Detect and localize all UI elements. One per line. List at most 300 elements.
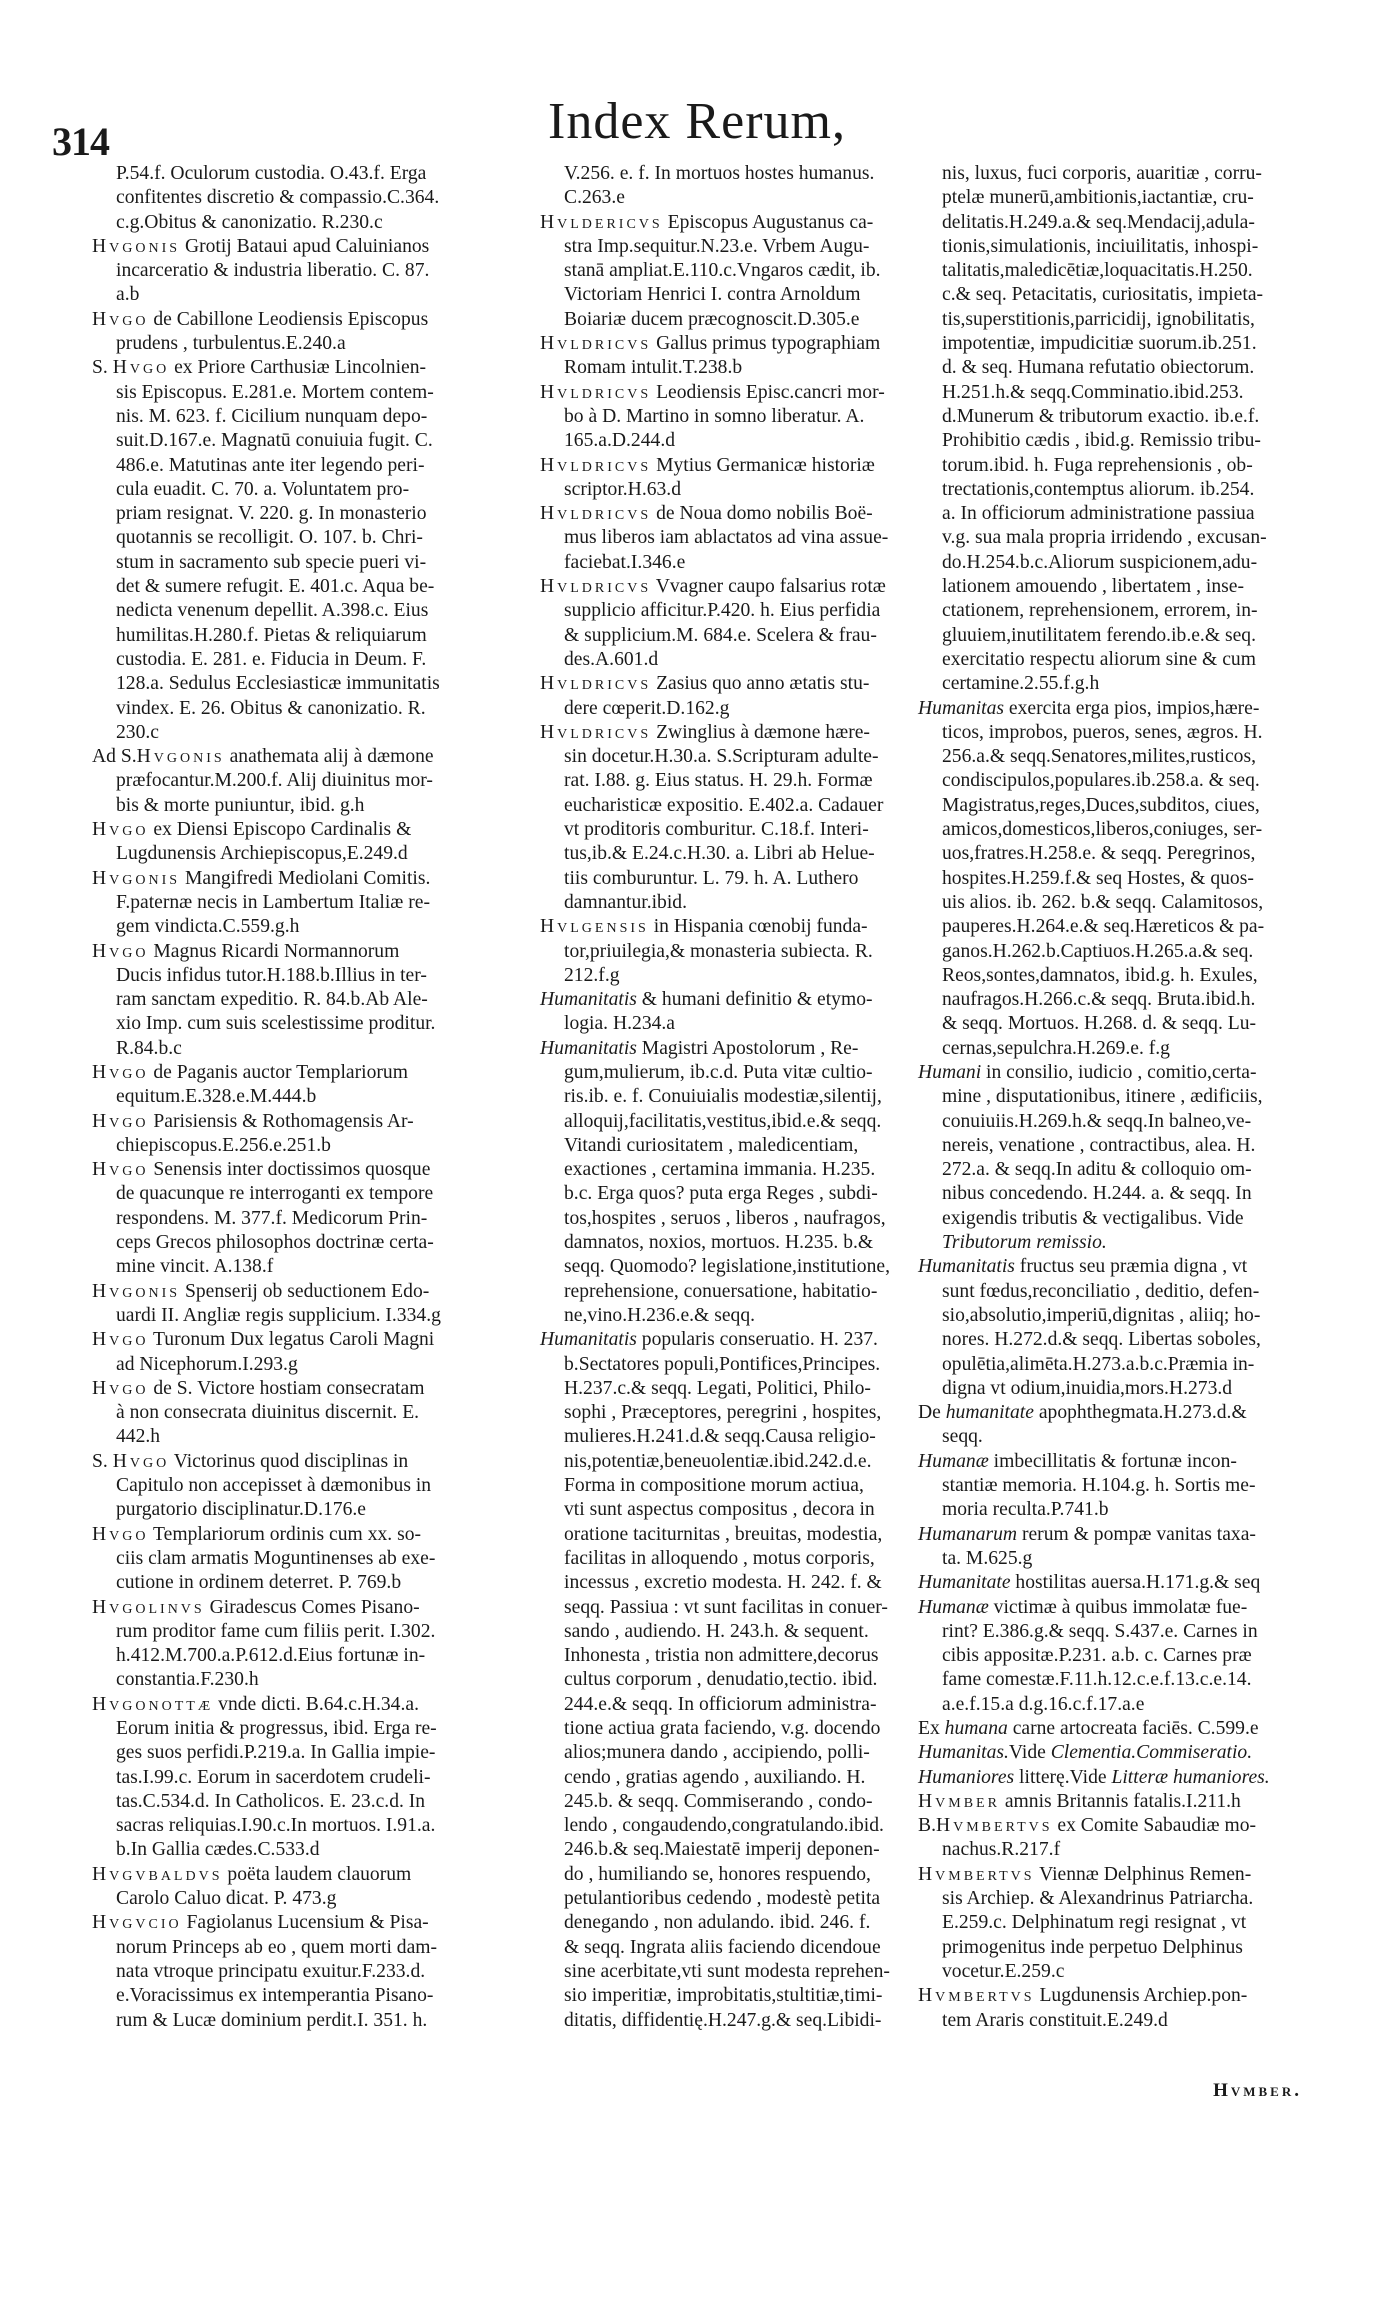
index-entry-continuation xyxy=(540,1182,916,1206)
index-entry-continuation xyxy=(918,891,1324,915)
entry-text: c.g.Obitus & canonizatio. R.230.c xyxy=(116,211,383,233)
entry-text: F.paternæ necis in Lambertum Italiæ re- xyxy=(116,891,431,913)
entry-text: impotentiæ, impudicitiæ suorum.ib.251. xyxy=(942,333,1257,355)
entry-headword: Hvgonis xyxy=(136,746,225,768)
index-entry-continuation xyxy=(918,842,1324,866)
index-entry-continuation xyxy=(92,1037,442,1061)
index-entry-continuation xyxy=(92,1571,442,1595)
index-entry-continuation xyxy=(918,429,1324,453)
entry-text: ditatis, diffidentię.H.247.g.& seq.Libidi- xyxy=(564,2009,882,2031)
index-entry-continuation xyxy=(540,891,916,915)
entry-text: popularis conseruatio. H. 237. xyxy=(636,1329,878,1351)
index-entry-continuation xyxy=(918,478,1324,502)
entry-text: cendo , gratias agendo , auxiliando. H. xyxy=(564,1766,866,1788)
index-entry-headword-line xyxy=(918,1984,1324,2008)
entry-text: sine acerbitate,vti sunt modesta reprehen- xyxy=(564,1960,890,1982)
entry-text: digna vt odium,inuidia,mors.H.273.d xyxy=(942,1377,1233,1399)
index-entry-headword-line xyxy=(918,1814,1324,1838)
index-entry-continuation xyxy=(918,1425,1324,1449)
entry-prefix: De xyxy=(918,1402,946,1424)
index-entry-continuation xyxy=(92,551,442,575)
index-entry-headword-line xyxy=(918,697,1324,721)
index-entry-continuation xyxy=(92,162,442,186)
entry-text: Forma in compositione morum actiua, xyxy=(564,1475,864,1497)
index-entry-continuation xyxy=(540,1304,916,1328)
index-entry-continuation xyxy=(918,1498,1324,1522)
entry-text: sunt fœdus,reconciliatio , deditio, defen- xyxy=(942,1280,1260,1302)
entry-text: poëta laudem clauorum xyxy=(222,1863,412,1885)
index-entry-continuation xyxy=(540,1863,916,1887)
entry-text: præfocantur.M.200.f. Alij diuinitus mor- xyxy=(116,770,433,792)
index-entry-continuation xyxy=(918,1353,1324,1377)
entry-text: constantia.F.230.h xyxy=(116,1669,259,1691)
entry-headword: Hvgo xyxy=(92,1523,149,1545)
entry-text: sacras reliquias.I.90.c.In mortuos. I.91.a. xyxy=(116,1815,436,1837)
index-entry-continuation xyxy=(92,283,442,307)
index-entry-continuation xyxy=(540,1838,916,1862)
entry-headword-italic: humanitate xyxy=(945,1402,1034,1424)
index-entry-headword-line xyxy=(92,1596,442,1620)
index-entry-continuation xyxy=(92,1255,442,1279)
entry-text: seqq. Quomodo? legislatione,institutione, xyxy=(564,1256,890,1278)
index-entry-headword-line xyxy=(92,1377,442,1401)
entry-text: do , humiliando se, honores respuendo, xyxy=(564,1863,871,1885)
entry-headword-italic: Humani xyxy=(918,1061,982,1083)
entry-headword: Hvgo xyxy=(92,819,149,841)
entry-text: 256.a.& seqq.Senatores,milites,rusticos, xyxy=(942,746,1256,768)
entry-text: pauperes.H.264.e.& seq.Hæreticos & pa- xyxy=(942,916,1265,938)
index-entry-headword-line xyxy=(92,745,442,769)
index-entry-continuation xyxy=(540,1450,916,1474)
index-entry-continuation xyxy=(918,186,1324,210)
entry-headword: Hvldricvs xyxy=(540,454,652,476)
index-entry-continuation xyxy=(540,1571,916,1595)
index-entry-continuation xyxy=(918,1911,1324,1935)
entry-text: sio imperitiæ, improbitatis,stultitiæ,timi- xyxy=(564,1985,883,2007)
entry-text: dere cœperit.D.162.g xyxy=(564,697,730,719)
entry-text: uardi II. Angliæ regis supplicium. I.334.g xyxy=(116,1304,441,1326)
entry-text: Viennæ Delphinus Remen- xyxy=(1034,1863,1252,1885)
index-entry-continuation xyxy=(540,1085,916,1109)
index-entry-continuation xyxy=(918,818,1324,842)
index-entry-continuation xyxy=(92,964,442,988)
index-entry-continuation xyxy=(918,502,1324,526)
index-entry-continuation xyxy=(540,356,916,380)
entry-text: & supplicium.M. 684.e. Scelera & frau- xyxy=(564,624,877,646)
entry-text: H.251.h.& seqq.Comminatio.ibid.253. xyxy=(942,381,1244,403)
index-entry-headword-line xyxy=(92,1693,442,1717)
entry-text: ad Nicephorum.I.293.g xyxy=(116,1353,298,1375)
entry-text: nis. M. 623. f. Cicilium nunquam depo- xyxy=(116,405,428,427)
index-entry-headword-line xyxy=(918,1255,1324,1279)
running-title: Index Rerum, xyxy=(548,93,846,150)
index-entry-continuation xyxy=(540,697,916,721)
index-entry-continuation xyxy=(918,1620,1324,1644)
index-entry-continuation xyxy=(540,940,916,964)
entry-text: supplicio afficitur.P.420. h. Eius perfidia xyxy=(564,600,881,622)
entry-text: priam resignat. V. 220. g. In monasterio xyxy=(116,503,427,525)
index-entry-continuation xyxy=(918,1037,1324,1061)
index-entry-continuation xyxy=(540,1547,916,1571)
entry-text: vt proditoris comburitur. C.18.f. Interi- xyxy=(564,819,869,841)
index-entry-continuation xyxy=(540,964,916,988)
entry-text: 246.b.& seq.Maiestatē imperij deponen- xyxy=(564,1839,880,1861)
entry-cross-reference: Litteræ humaniores. xyxy=(1111,1766,1270,1788)
index-entry-continuation xyxy=(92,1984,442,2008)
entry-text: damnantur.ibid. xyxy=(564,891,687,913)
entry-text: 442.h xyxy=(116,1426,161,1448)
index-entry-continuation xyxy=(92,1814,442,1838)
entry-text: b.c. Erga quos? puta erga Reges , subdi- xyxy=(564,1183,878,1205)
entry-text: de Noua domo nobilis Boë- xyxy=(651,503,873,525)
entry-text: rum proditor fame cum filiis perit. I.302. xyxy=(116,1620,436,1642)
entry-text: mine , disputationibus, itinere , ædificiis, xyxy=(942,1086,1263,1108)
index-entry-continuation xyxy=(918,1280,1324,1304)
index-column-left xyxy=(92,162,442,2033)
index-entry-continuation xyxy=(918,405,1324,429)
index-entry-continuation xyxy=(918,1474,1324,1498)
entry-text: de Paganis auctor Templariorum xyxy=(148,1061,408,1083)
entry-text: Lugdunensis Archiepiscopus,E.249.d xyxy=(116,843,408,865)
index-entry-continuation xyxy=(540,769,916,793)
entry-headword-italic: Humanarum xyxy=(918,1523,1018,1545)
entry-text: exactiones , certamina immania. H.235. xyxy=(564,1159,876,1181)
index-entry-continuation xyxy=(918,1328,1324,1352)
index-entry-continuation xyxy=(540,1911,916,1935)
entry-headword: Hvldericvs xyxy=(540,211,663,233)
entry-text: Eorum initia & progressus, ibid. Erga re- xyxy=(116,1718,437,1739)
entry-text: cula euadit. C. 70. a. Voluntatem pro- xyxy=(116,478,410,500)
entry-text: P.54.f. Oculorum custodia. O.43.f. Erga xyxy=(116,163,427,184)
entry-text: petulantioribus cedendo , modestè petita xyxy=(564,1888,881,1910)
entry-text: Magistri Apostolorum , Re- xyxy=(636,1037,859,1059)
entry-headword: Hvgo xyxy=(92,1110,149,1132)
entry-text: & seqq. Mortuos. H.268. d. & seqq. Lu- xyxy=(942,1013,1257,1035)
entry-text: E.259.c. Delphinatum regi resignat , vt xyxy=(942,1912,1247,1934)
entry-text: Zasius quo anno ætatis stu- xyxy=(651,673,870,695)
entry-text: cernas,sepulchra.H.269.e. f.g xyxy=(942,1037,1170,1059)
index-entry-continuation xyxy=(540,624,916,648)
entry-text: stra Imp.sequitur.N.23.e. Vrbem Augu- xyxy=(564,235,870,257)
index-entry-continuation xyxy=(918,2009,1324,2033)
index-entry-continuation xyxy=(92,842,442,866)
index-entry-continuation xyxy=(540,1474,916,1498)
entry-text: mus liberos iam ablactatos ad vina assue- xyxy=(564,527,889,549)
entry-text: carne artocreata faciēs. C.599.e xyxy=(1007,1718,1259,1739)
index-entry-continuation xyxy=(92,1547,442,1571)
index-entry-headword-line xyxy=(540,454,916,478)
index-entry-continuation xyxy=(918,1134,1324,1158)
index-entry-continuation xyxy=(92,988,442,1012)
index-entry-continuation xyxy=(92,1766,442,1790)
entry-text: xio Imp. cum suis scelestissime proditur. xyxy=(116,1013,436,1035)
entry-headword: Hvldricvs xyxy=(540,721,652,743)
entry-text: Gallus primus typographiam xyxy=(651,333,881,355)
entry-text: tas.C.534.d. In Catholicos. E. 23.c.d. In xyxy=(116,1790,426,1812)
index-entry-continuation xyxy=(540,1596,916,1620)
entry-text: tiis comburuntur. L. 79. h. A. Luthero xyxy=(564,867,859,889)
entry-text: oratione taciturnitas , breuitas, modestia, xyxy=(564,1523,883,1545)
entry-text: 165.a.D.244.d xyxy=(564,430,676,452)
index-entry-continuation xyxy=(540,1523,916,1547)
index-entry-continuation xyxy=(918,1012,1324,1036)
index-entry-continuation xyxy=(92,891,442,915)
entry-text: nata vtroque principatu exuitur.F.233.d. xyxy=(116,1960,426,1982)
entry-text: a. In officiorum administratione passiua xyxy=(942,503,1255,525)
entry-headword: Hvgo xyxy=(92,308,149,330)
entry-text: gluuiem,inutilitatem ferendo.ib.e.& seq. xyxy=(942,624,1256,646)
entry-cross-reference: Tributorum remissio. xyxy=(942,1232,1107,1254)
entry-text: Boiariæ ducem præcognoscit.D.305.e xyxy=(564,308,860,330)
entry-headword: Hvgonis xyxy=(92,867,181,889)
entry-text: Victorinus quod disciplinas in xyxy=(169,1450,409,1472)
entry-prefix: S. xyxy=(92,1450,113,1472)
entry-text: eucharisticæ expositio. E.402.a. Cadauer xyxy=(564,794,884,816)
entry-text: a.b xyxy=(116,284,140,306)
entry-text: nedicta venenum depellit. A.398.c. Eius xyxy=(116,600,429,622)
index-entry-continuation xyxy=(918,551,1324,575)
entry-text: Vitandi curiositatem , maledicentiam, xyxy=(564,1134,859,1156)
entry-headword-italic: humana xyxy=(944,1718,1008,1739)
entry-headword-italic: Humanitas xyxy=(918,697,1005,719)
entry-text: H.237.c.& seqq. Legati, Politici, Philo- xyxy=(564,1377,871,1399)
entry-text: Giradescus Comes Pisano- xyxy=(204,1596,420,1618)
index-entry-continuation xyxy=(918,794,1324,818)
index-entry-continuation xyxy=(92,648,442,672)
entry-text: Reos,sontes,damnatos, ibid.g. h. Exules, xyxy=(942,964,1258,986)
entry-text: equitum.E.328.e.M.444.b xyxy=(116,1086,317,1108)
entry-text: reprehensione, conuersatione, habitatio- xyxy=(564,1280,878,1302)
index-entry-headword-line xyxy=(918,1523,1324,1547)
index-entry-continuation xyxy=(92,429,442,453)
index-entry-headword-line xyxy=(92,818,442,842)
index-entry-continuation xyxy=(540,429,916,453)
index-entry-continuation xyxy=(918,1158,1324,1182)
index-entry-continuation xyxy=(540,1110,916,1134)
index-entry-continuation xyxy=(540,1158,916,1182)
index-entry-continuation xyxy=(540,818,916,842)
page-number: 314 xyxy=(52,119,109,164)
entry-headword: Hvgvbaldvs xyxy=(92,1863,223,1885)
index-entry-continuation xyxy=(918,1838,1324,1862)
index-entry-continuation xyxy=(540,1960,916,1984)
entry-text: anathemata alij à dæmone xyxy=(224,746,434,768)
index-entry-continuation xyxy=(918,332,1324,356)
index-entry-continuation xyxy=(540,1887,916,1911)
entry-prefix: Ex xyxy=(918,1718,945,1739)
entry-text: confitentes discretio & compassio.C.364. xyxy=(116,187,440,209)
index-entry-headword-line xyxy=(92,1158,442,1182)
index-entry-continuation xyxy=(92,1304,442,1328)
index-entry-continuation xyxy=(918,283,1324,307)
index-entry-headword-line xyxy=(918,1790,1324,1814)
index-entry-continuation xyxy=(540,283,916,307)
entry-text: amnis Britannis fatalis.I.211.h xyxy=(999,1790,1241,1812)
entry-headword: Hvgvcio xyxy=(92,1912,182,1934)
index-entry-headword-line xyxy=(92,235,442,259)
index-entry-headword-line xyxy=(540,381,916,405)
entry-text: naufragos.H.266.c.& seqq. Bruta.ibid.h. xyxy=(942,989,1256,1011)
index-entry-continuation xyxy=(92,186,442,210)
index-entry-continuation xyxy=(540,1280,916,1304)
entry-text: Fagiolanus Lucensium & Pisa- xyxy=(181,1912,429,1934)
index-entry-continuation xyxy=(918,308,1324,332)
entry-text: ex Diensi Episcopo Cardinalis & xyxy=(148,819,412,841)
catchword: Hvmber. xyxy=(1213,2080,1302,2101)
index-entry-continuation xyxy=(540,1401,916,1425)
entry-text: uos,fratres.H.258.e. & seqq. Peregrinos, xyxy=(942,843,1256,865)
entry-text: Senensis inter doctissimos quosque xyxy=(148,1159,431,1181)
index-entry-headword-line xyxy=(92,356,442,380)
entry-headword: Hvldricvs xyxy=(540,503,652,525)
index-entry-continuation xyxy=(92,1887,442,1911)
entry-text: ptelæ munerū,ambitionis,iactantiæ, cru- xyxy=(942,187,1254,209)
index-entry-continuation xyxy=(918,454,1324,478)
index-entry-continuation xyxy=(540,1207,916,1231)
index-entry-headword-line xyxy=(92,1328,442,1352)
entry-text: Grotij Bataui apud Caluinianos xyxy=(180,235,430,257)
index-entry-headword-line xyxy=(918,1571,1324,1595)
index-entry-continuation xyxy=(92,1474,442,1498)
entry-text: tor,priuilegia,& monasteria subiecta. R. xyxy=(564,940,873,962)
entry-text: Ducis infidus tutor.H.188.b.Illius in ter- xyxy=(116,964,427,986)
entry-text: Inhonesta , tristia non admittere,decorus xyxy=(564,1645,879,1667)
entry-text: tem Araris constituit.E.249.d xyxy=(942,2009,1168,2031)
index-entry-continuation xyxy=(540,648,916,672)
index-entry-continuation xyxy=(918,915,1324,939)
entry-text: Turonum Dux legatus Caroli Magni xyxy=(148,1329,435,1351)
index-entry-continuation xyxy=(540,235,916,259)
entry-headword-italic: Humanitatis xyxy=(540,1329,637,1351)
index-entry-continuation xyxy=(540,1644,916,1668)
index-entry-continuation xyxy=(540,599,916,623)
index-entry-continuation xyxy=(918,721,1324,745)
entry-text: 244.e.& seqq. In officiorum administra- xyxy=(564,1693,877,1715)
index-entry-continuation xyxy=(918,356,1324,380)
entry-text: vindex. E. 26. Obitus & canonizatio. R. xyxy=(116,697,426,719)
index-entry-continuation xyxy=(92,502,442,526)
index-entry-continuation xyxy=(540,308,916,332)
entry-text: C.263.e xyxy=(564,187,625,209)
entry-text: torum.ibid. h. Fuga reprehensionis , ob- xyxy=(942,454,1253,476)
index-entry-continuation xyxy=(918,575,1324,599)
index-entry-continuation xyxy=(540,1766,916,1790)
entry-text: & humani definitio & etymo- xyxy=(636,989,873,1011)
entry-text: lationem amouendo , libertatem , inse- xyxy=(942,576,1244,598)
index-entry-continuation xyxy=(918,1887,1324,1911)
entry-headword-italic: Humanitatis xyxy=(918,1256,1015,1278)
entry-headword-italic: Humanæ xyxy=(918,1450,989,1472)
index-entry-continuation xyxy=(918,259,1324,283)
index-entry-continuation xyxy=(540,842,916,866)
entry-text: d. & seq. Humana refutatio obiectorum. xyxy=(942,357,1255,379)
entry-text: det & sumere refugit. E. 401.c. Aqua be- xyxy=(116,576,435,598)
index-entry-continuation xyxy=(540,478,916,502)
entry-text: Episcopus Augustanus ca- xyxy=(662,211,874,233)
index-entry-continuation xyxy=(540,405,916,429)
index-entry-continuation xyxy=(918,867,1324,891)
entry-text: do.H.254.b.c.Aliorum suspicionem,adu- xyxy=(942,551,1258,573)
index-entry-continuation xyxy=(92,1717,442,1741)
entry-text: damnatos, noxios, mortuos. H.235. b.& xyxy=(564,1232,874,1254)
entry-text: faciebat.I.346.e xyxy=(564,551,686,573)
entry-text: nachus.R.217.f xyxy=(942,1839,1061,1861)
index-entry-continuation xyxy=(540,1134,916,1158)
entry-text: Mytius Germanicæ historiæ xyxy=(651,454,875,476)
index-entry-continuation xyxy=(918,1231,1324,1255)
index-entry-continuation xyxy=(92,454,442,478)
index-entry-continuation xyxy=(540,1377,916,1401)
index-entry-continuation xyxy=(92,478,442,502)
entry-text: Victoriam Henrici I. contra Arnoldum xyxy=(564,284,861,306)
index-entry-continuation xyxy=(92,1012,442,1036)
entry-text: ceps Grecos philosophos doctrinæ certa- xyxy=(116,1232,434,1254)
entry-text: V.256. e. f. In mortuos hostes humanus. xyxy=(564,163,875,184)
index-entry-continuation xyxy=(92,1085,442,1109)
index-entry-headword-line xyxy=(92,1450,442,1474)
index-entry-continuation xyxy=(540,745,916,769)
entry-text: logia. H.234.a xyxy=(564,1013,676,1035)
index-entry-continuation xyxy=(918,211,1324,235)
entry-text: gem vindicta.C.559.g.h xyxy=(116,916,300,938)
entry-text: Vide xyxy=(1008,1742,1051,1764)
entry-text: Zwinglius à dæmone hære- xyxy=(651,721,870,743)
entry-text: R.84.b.c xyxy=(116,1037,182,1059)
index-entry-headword-line xyxy=(92,1911,442,1935)
entry-headword: Hvgonis xyxy=(92,1280,181,1302)
entry-headword: Hvlgensis xyxy=(540,916,649,938)
entry-text: Mangifredi Mediolani Comitis. xyxy=(180,867,431,889)
index-entry-continuation xyxy=(540,2009,916,2033)
entry-headword: Hvgonis xyxy=(92,235,181,257)
index-entry-continuation xyxy=(540,1717,916,1741)
entry-text: Prohibitio cædis , ibid.g. Remissio tribu- xyxy=(942,430,1261,452)
index-entry-continuation xyxy=(540,1693,916,1717)
index-entry-continuation xyxy=(540,1012,916,1036)
index-entry-headword-line xyxy=(92,1523,442,1547)
entry-text: hospites.H.259.f.& seq Hostes, & quos- xyxy=(942,867,1254,889)
entry-text: rint? E.386.g.& seqq. S.437.e. Carnes in xyxy=(942,1620,1258,1642)
entry-text: hostilitas auersa.H.171.g.& seq xyxy=(1010,1572,1261,1594)
index-entry-continuation xyxy=(918,1085,1324,1109)
entry-text: in Hispania cœnobij funda- xyxy=(648,916,868,938)
index-column-right xyxy=(918,162,1324,2033)
entry-text: opulētia,alimēta.H.273.a.b.c.Præmia in- xyxy=(942,1353,1255,1375)
entry-text: de quacunque re interroganti ex tempore xyxy=(116,1183,434,1205)
index-entry-continuation xyxy=(92,721,442,745)
index-entry-continuation xyxy=(92,405,442,429)
index-entry-continuation xyxy=(918,235,1324,259)
entry-text: nis, luxus, fuci corporis, auaritiæ , corru- xyxy=(942,163,1262,184)
index-entry-headword-line xyxy=(92,308,442,332)
index-entry-continuation xyxy=(918,769,1324,793)
entry-headword: Hvgolinvs xyxy=(92,1596,205,1618)
index-entry-headword-line xyxy=(918,1061,1324,1085)
index-entry-continuation xyxy=(92,1644,442,1668)
entry-text: rerum & pompæ vanitas taxa- xyxy=(1017,1523,1256,1545)
index-entry-continuation xyxy=(918,1547,1324,1571)
entry-text: de S. Victore hostiam consecratam xyxy=(148,1377,425,1399)
entry-headword-italic: Humanæ xyxy=(918,1596,989,1618)
entry-text: Carolo Caluo dicat. P. 473.g xyxy=(116,1888,337,1910)
entry-headword: Hvmber xyxy=(918,1790,1000,1812)
entry-text: bis & morte puniuntur, ibid. g.h xyxy=(116,794,365,816)
index-entry-continuation xyxy=(918,624,1324,648)
entry-headword: Hvldricvs xyxy=(540,333,652,355)
entry-text: 128.a. Sedulus Ecclesiasticæ immunitatis xyxy=(116,673,440,695)
entry-text: 486.e. Matutinas ante iter legendo peri- xyxy=(116,454,425,476)
index-entry-continuation xyxy=(540,1061,916,1085)
